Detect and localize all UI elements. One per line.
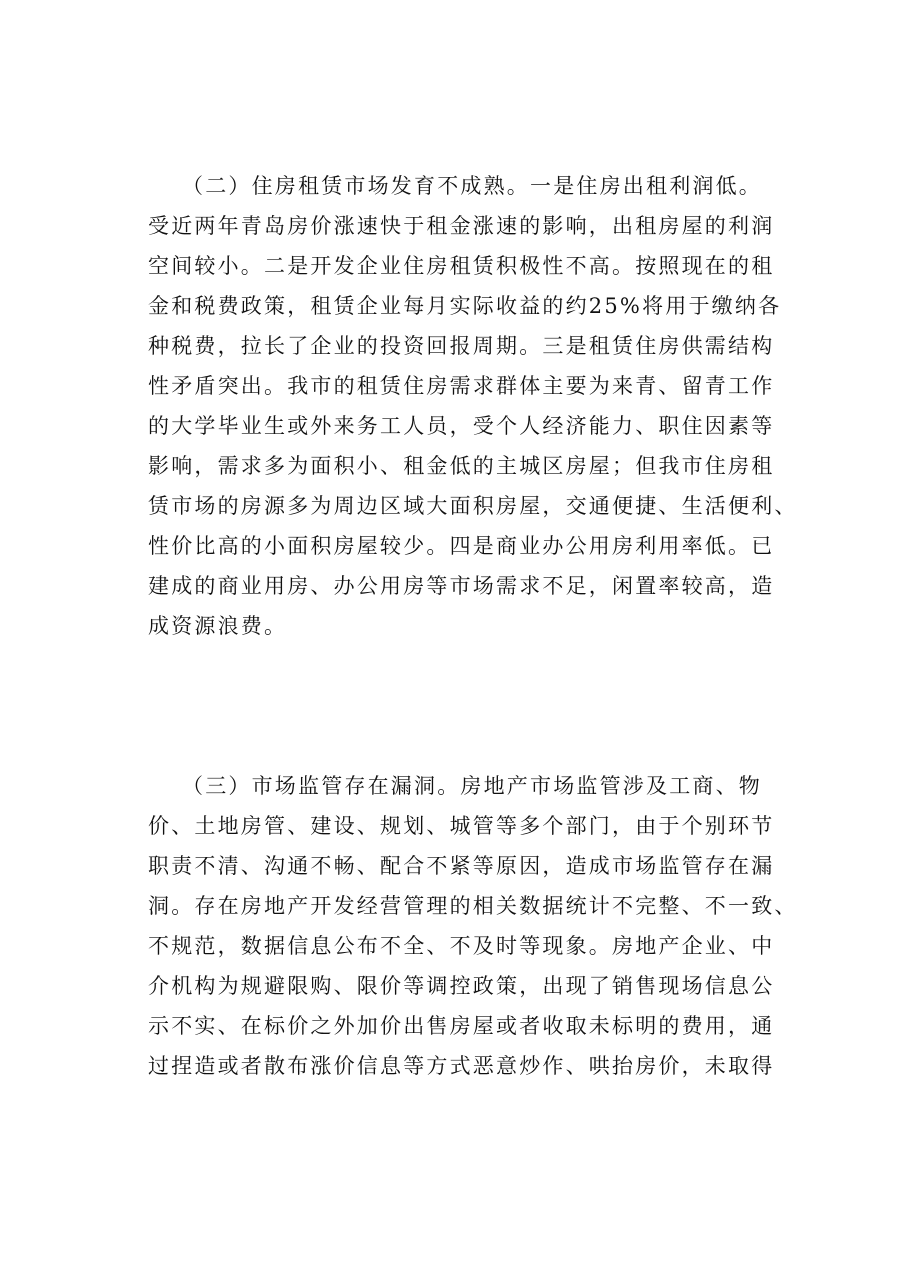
paragraph-line: 的大学毕业生或外来务工人员，受个人经济能力、职住因素等 — [148, 414, 775, 438]
paragraph-line: 示不实、在标价之外加价出售房屋或者收取未标明的费用，通 — [148, 1014, 775, 1038]
paragraph-line: （二）住房租赁市场发育不成熟。一是住房出租利润低。 — [182, 174, 762, 198]
paragraph-line: （三）市场监管存在漏洞。房地产市场监管涉及工商、物 — [182, 774, 762, 798]
paragraph-line: 介机构为规避限购、限价等调控政策，出现了销售现场信息公 — [148, 974, 775, 998]
paragraph-line: 性价比高的小面积房屋较少。四是商业办公用房利用率低。已 — [148, 534, 775, 558]
paragraph-line: 价、土地房管、建设、规划、城管等多个部门，由于个别环节 — [148, 814, 775, 838]
paragraph-line: 影响，需求多为面积小、租金低的主城区房屋；但我市住房租 — [148, 454, 775, 478]
paragraph-line: 不规范，数据信息公布不全、不及时等现象。房地产企业、中 — [148, 934, 775, 958]
paragraph-line: 洞。存在房地产开发经营管理的相关数据统计不完整、不一致、 — [148, 894, 798, 918]
paragraph-line: 性矛盾突出。我市的租赁住房需求群体主要为来青、留青工作 — [148, 374, 775, 398]
paragraph-line: 成资源浪费。 — [148, 614, 288, 638]
paragraph-line: 赁市场的房源多为周边区域大面积房屋，交通便捷、生活便利、 — [148, 494, 798, 518]
paragraph-line: 金和税费政策，租赁企业每月实际收益的约25%将用于缴纳各 — [148, 294, 782, 318]
paragraph-line: 受近两年青岛房价涨速快于租金涨速的影响，出租房屋的利润 — [148, 214, 775, 238]
paragraph-rental-market — [148, 166, 808, 646]
paragraph-line: 种税费，拉长了企业的投资回报周期。三是租赁住房供需结构 — [148, 334, 775, 358]
paragraph-line: 职责不清、沟通不畅、配合不紧等原因，造成市场监管存在漏 — [148, 854, 775, 878]
paragraph-line: 建成的商业用房、办公用房等市场需求不足，闲置率较高，造 — [148, 574, 775, 598]
paragraph-market-supervision — [148, 766, 808, 1086]
paragraph-line: 过捏造或者散布涨价信息等方式恶意炒作、哄抬房价，未取得 — [148, 1054, 775, 1078]
paragraph-line: 空间较小。二是开发企业住房租赁积极性不高。按照现在的租 — [148, 254, 775, 278]
